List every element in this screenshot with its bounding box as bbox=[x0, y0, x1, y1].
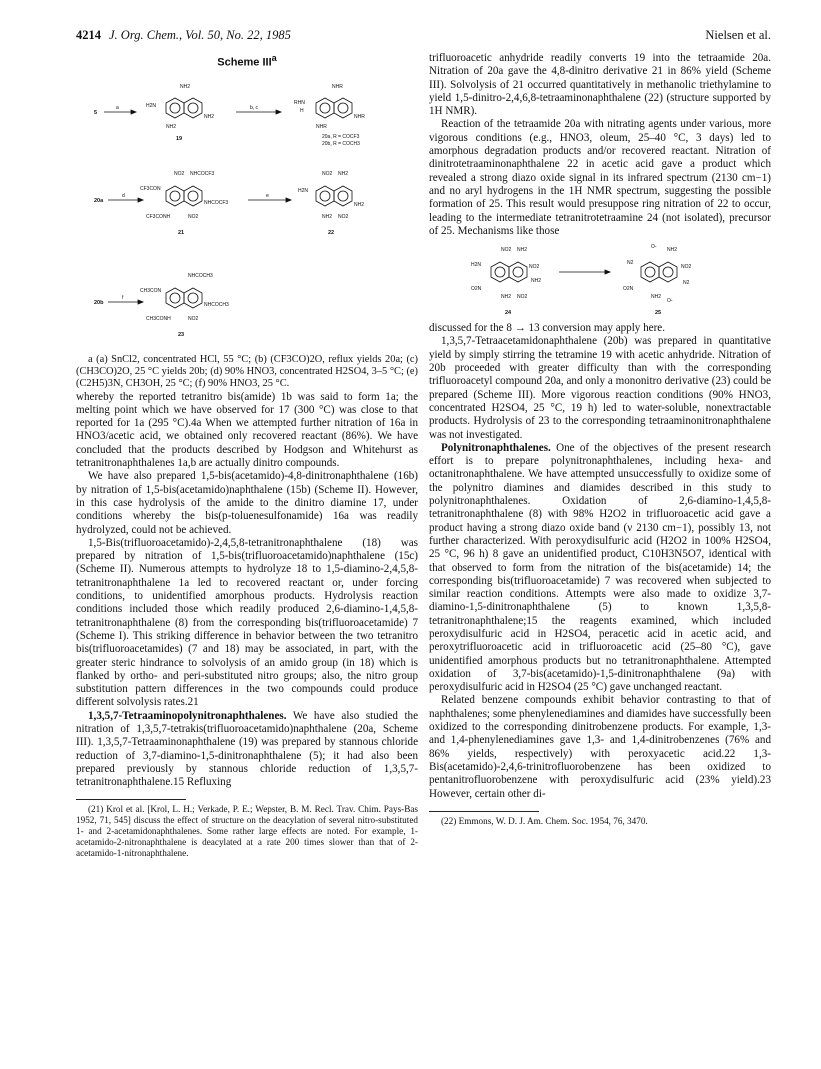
left-paragraph-4-text: We have also studied the nitration of 1,3,5,7-tetrakis(trifluoroacetamido)naphthalene (20a, Scheme III). 1,3,5,7-Tetraaminonaphthalene (19) was prepared by stannous chloride reduction of 3,7-diamino-1,5-dinitronaphthalene (5); it had also been prepared previously by stannous chloride reduction of 1,3,5,7-tetranitronaphthalene.15 Refluxing bbox=[76, 709, 418, 789]
left-paragraph-2: We have also prepared 1,5-bis(acetamido)-4,8-dinitronaphthalene (16b) by nitration of 1,5-bis(acetamido)naphthalene (15b) (Scheme II). However, in this case hydrolysis of the amide to the dinitro diamine 17, under conditions whereby the bis(p-toluenesulfonamide) 16a was readily hydrolyzed, could not be achieved. bbox=[76, 470, 418, 536]
cmpd20-sub-bottom: NHR bbox=[316, 123, 327, 130]
compound-22 bbox=[316, 186, 352, 206]
section-heading-polynitro: Polynitronaphthalenes. bbox=[441, 441, 551, 454]
scheme-label-22: 22 bbox=[328, 229, 335, 236]
compound-25 bbox=[641, 262, 677, 282]
cmpd23-sub-top: NHCOCH3 bbox=[188, 272, 213, 279]
cmpd22-sub-left: H2N bbox=[298, 187, 309, 194]
arrow-f-label: f bbox=[122, 294, 124, 301]
cmpd21-sub-top2: NHCOCF3 bbox=[190, 170, 215, 177]
cmpd22-sub-top1: NO2 bbox=[322, 170, 333, 177]
cmpd23-sub-bottom2: NO2 bbox=[188, 315, 199, 322]
cmpd25-sub-right: NO2 bbox=[681, 264, 692, 271]
compound-20 bbox=[316, 98, 352, 118]
right-paragraph-2: Reaction of the tetraamide 20a with nitrating agents under various, more vigorous conditions (e.g., HNO3, oleum, 25–40 °C, 3 days) led to amorphous degradation products and/or recovered reactant. Nitration of dinitrotetraaminonaphthalene 22 in acetic acid gave a product which revealed a strong diazo oxide signal in its infrared spectrum (2130 cm−1) and no aryl hydrogens in the 1H NMR spectrum, suggesting the possible formation of 25. This result would presuppose ring nitration of 22 to occur, leading to the intermediate tetranitrotetraamine 24 (not isolated), precursor of 25. Mechanisms like those bbox=[429, 118, 771, 237]
cmpd24-sub-right2: NH2 bbox=[531, 278, 542, 285]
cmpd25-sub-bottom2: O- bbox=[667, 298, 673, 305]
compound-24 bbox=[491, 262, 527, 282]
right-paragraph-6: Related benzene compounds exhibit behavior contrasting to that of naphthalenes; some phenylenediamines and diamides have successfully been oxidized to the corresponding dinitrobenzene products. For example, 1,3- and 1,4-phenylenediamines gave 1,3- and 1,4-dinitrobenzenes (76% and 86% yields, respectively) with peroxyacetic acid.22 1,3-Bis(acetamido)-2,4,6-trinitrofluorobenzene has been oxidized to pentanitrofluorobenzene with peroxydisulfuric acid (23% yield).23 However, certain other di- bbox=[429, 694, 771, 800]
cmpd21-sub-bottom2: NO2 bbox=[188, 213, 199, 220]
arrow-bc-label: b, c bbox=[250, 104, 259, 111]
cmpd24-sub-left2: O2N bbox=[471, 286, 482, 293]
compound-21 bbox=[166, 186, 202, 206]
arrow-a-label: a bbox=[116, 104, 119, 111]
page-number: 4214 bbox=[76, 28, 101, 42]
scheme-label-24: 24 bbox=[505, 310, 512, 317]
cmpd25-sub-top2: NH2 bbox=[667, 247, 678, 254]
footnote-rule-right bbox=[429, 811, 539, 812]
cmpd21-sub-left: CF3CON bbox=[140, 185, 161, 192]
scheme-label-23: 23 bbox=[178, 331, 185, 338]
product-20b-label: 20b, R = COCH3 bbox=[322, 140, 360, 147]
cmpd24-sub-bottom2: NO2 bbox=[517, 294, 528, 301]
cmpd21-sub-bottom1: CF3CONH bbox=[146, 213, 171, 220]
right-paragraph-4: 1,3,5,7-Tetraacetamidonaphthalene (20b) was prepared in quantitative yield by simply stirring the tetramine 19 with acetic anhydride. Nitration of 20b proceeded with greater difficulty than with the corresponding trifluoroacetyl compound 20a, and only a mononitro derivative (23) could be prepared (Scheme III). More vigorous reaction conditions (90% HNO3, concentrated H2SO4, 25 °C, 19 h) led to water-soluble, nonextractable products. Hydrolysis of 23 to the corresponding tetraaminonitronaphthalene was not investigated. bbox=[429, 335, 771, 441]
right-paragraph-3: discussed for the 8 → 13 conversion may apply here. bbox=[429, 322, 665, 335]
compound-19 bbox=[166, 98, 202, 118]
scheme-label-21: 21 bbox=[178, 229, 185, 236]
footnote-22: (22) Emmons, W. D. J. Am. Chem. Soc. 1954, 76, 3470. bbox=[441, 815, 648, 826]
cmpd22-sub-bottom2: NO2 bbox=[338, 213, 349, 220]
scheme-label-20b: 20b bbox=[94, 299, 104, 306]
cmpd21-sub-right: NHCOCF3 bbox=[204, 199, 229, 206]
cmpd24-sub-right: NO2 bbox=[529, 264, 540, 271]
scheme-label-19: 19 bbox=[176, 135, 183, 142]
cmpd20-sub-top: NHR bbox=[332, 83, 343, 90]
compound-23 bbox=[166, 288, 202, 308]
cmpd23-sub-right: NHCOCH3 bbox=[204, 301, 229, 308]
cmpd25-sub-right2: N2 bbox=[683, 280, 690, 287]
cmpd25-sub-bottom1: NH2 bbox=[651, 294, 662, 301]
left-paragraph-1: whereby the reported tetranitro bis(amide) 1b was said to form 1a; the melting point which we have observed for 17 (300 °C) was close to that reported for 1a (295 °C).4a When we attempted further nitration of 16a in HNO3/acetic acid, we obtained only recovered reactant (86%). We have concluded that the products described by Hodgson and Whitehurst as tetranitronaphthalenes 1a,b are actually dinitro compounds. bbox=[76, 390, 418, 470]
scheme-label-20a: 20a bbox=[94, 197, 104, 204]
journal-citation: J. Org. Chem., Vol. 50, No. 22, 1985 bbox=[109, 28, 291, 42]
diazo-oxide-scheme bbox=[429, 238, 771, 322]
scheme-title: Scheme III$^a$ bbox=[217, 53, 277, 69]
right-paragraph-5-text: One of the objectives of the present research effort is to prepare polynitronaphthalenes, including hexa- and octanitronaphthalene. We have attempted unsuccessfully to oxidize some of the polynitro diamines and diamides described in this study to polynitronaphthalenes. Oxidation of 2,6-diamino-1,4,5,8-tetranitronaphthalene (8) with 98% H2O2 in trifluoroacetic acid gave a product having a strong diazo oxide band (ν 2130 cm−1), possibly 13, not further characterized. With peroxydisulfuric acid (H2O2 in 100% H2SO4, 25 °C, 96 h) 8 gave an unidentified product, C10H3N5O7, identical with that observed to form from the nitration of the bis(acetamide) 14; the corresponding bis(trifluoroacetamide) 7 was recovered when subjected to similar reaction conditions. Attempts were also made to oxidize 3,7-diamino-1,5-dinitronaphthalene (5) to known 1,3,5,8-tetranitronaphthalene;15 the reagents examined, which included peroxydisulfuric acid in H2SO4, peracetic acid in acetic acid, and peroxytrifluoroacetic acid in trifluoroacetic acid (25–80 °C), gave unidentified amorphous products but no tetranitronaphthalene. Attempted oxidation of 3,7-bis(acetamido)-1,5-dinitronaphthalene (9a) with peroxydisulfuric acid in H2SO4 (25 °C) gave unchanged reactant. bbox=[429, 441, 771, 694]
cmpd24-sub-left: H2N bbox=[471, 262, 482, 269]
cmpd24-sub-top1: NO2 bbox=[501, 247, 512, 254]
right-paragraph-1: trifluoroacetic anhydride readily converts 19 into the tetraamide 20a. Nitration of 20a gave the 4,8-dinitro derivative 21 in 86% yield (Scheme III). Solvolysis of 21 occurred quantitatively in methanolic triethylamine to yield 1,5-dinitro-2,4,6,8-tetraaminonaphthalene (22) (structure supported by 1H NMR). bbox=[429, 52, 771, 118]
cmpd20-sub-h: H bbox=[300, 107, 304, 114]
scheme-caption: a (a) SnCl2, concentrated HCl, 55 °C; (b) (CF3CO)2O, reflux yields 20a; (c) (CH3CO)2O, 25 °C yields 20b; (d) 90% HNO3, concentrated H2SO4, 3–5 °C; (e) (C2H5)3N, CH3OH, 25 °C; (f) 90% HNO3, 25 °C. bbox=[76, 353, 418, 390]
left-paragraph-3: 1,5-Bis(trifluoroacetamido)-2,4,5,8-tetranitronaphthalene (18) was prepared by nitration of 1,5-bis(trifluoroacetamido)naphthalene (15c) (Scheme II). Numerous attempts to hydrolyze 18 to 1,5-diamino-2,4,5,8-tetranitronaphthalene 1a led to recovered reactant or, under forcing conditions, to unidentified amorphous products. Hydrolysis reaction conditions included those which readily produced 2,6-diamino-1,4,5,8-tetranitronaphthalene (8) from the corresponding bis(trifluoroacetamide) 7 (Scheme I). This striking difference in behavior between the two tetranitro bis(trifluoroacetamides) (7 and 18) may be associated, in part, with the greater steric hindrance to solvolysis of an amido group (in 18) which is flanked by ortho- and peri-substituted nitro groups; also, the nitro group substitution pattern differences in the two compounds could produce different solvolysis rates.21 bbox=[76, 536, 418, 709]
cmpd20-sub-left: RHN bbox=[294, 99, 305, 106]
cmpd22-sub-top2: NH2 bbox=[338, 170, 349, 177]
cmpd19-sub-bottom: NH2 bbox=[166, 123, 177, 130]
section-heading-tetraamino: 1,3,5,7-Tetraaminopolynitronaphthalenes. bbox=[88, 709, 287, 722]
cmpd24-sub-bottom1: NH2 bbox=[501, 294, 512, 301]
cmpd23-sub-left: CH3CON bbox=[140, 287, 162, 294]
cmpd25-sub-top1: O- bbox=[651, 244, 657, 251]
footnote-21: (21) Krol et al. [Krol, L. H.; Verkade, P. E.; Wepster, B. M. Recl. Trav. Chim. Pays-Bas 1952, 71, 545] discuss the effect of structure on the deacylation of several nitro-substituted 1- and 2-acetamidonaphthalenes. Some rather large effects are noted. For example, 1-acetamido-2-nitronaphthalene is deacylated at a rate 200 times slower than that of 2-acetamido-1-nitronaphthalene. bbox=[76, 804, 418, 859]
right-paragraph-5 bbox=[429, 442, 771, 695]
cmpd25-sub-left2: O2N bbox=[623, 286, 634, 293]
header-authors: Nielsen et al. bbox=[705, 28, 771, 42]
arrow-d-label: d bbox=[122, 192, 125, 199]
scheme-iii-diagram bbox=[76, 72, 418, 354]
left-paragraph-4 bbox=[76, 710, 418, 790]
header-left bbox=[76, 28, 291, 43]
cmpd21-sub-top1: NO2 bbox=[174, 170, 185, 177]
product-20a-label: 20a, R = COCF3 bbox=[322, 133, 360, 140]
cmpd19-sub-right: NH2 bbox=[204, 113, 215, 120]
arrow-e-label: e bbox=[266, 192, 269, 199]
left-column bbox=[76, 52, 418, 859]
cmpd22-sub-bottom1: NH2 bbox=[322, 213, 333, 220]
footnote-rule bbox=[76, 799, 186, 800]
cmpd20-sub-right: NHR bbox=[354, 113, 365, 120]
cmpd22-sub-right: NH2 bbox=[354, 201, 365, 208]
cmpd19-sub-left: H2N bbox=[146, 102, 157, 109]
cmpd24-sub-top2: NH2 bbox=[517, 247, 528, 254]
scheme-label-25: 25 bbox=[655, 310, 662, 317]
cmpd23-sub-bottom1: CH3CONH bbox=[146, 315, 171, 322]
scheme-label-5: 5 bbox=[94, 109, 98, 116]
running-header bbox=[76, 28, 771, 46]
cmpd19-sub-top: NH2 bbox=[180, 83, 191, 90]
cmpd25-sub-left: N2 bbox=[627, 260, 634, 267]
right-column bbox=[429, 52, 771, 827]
